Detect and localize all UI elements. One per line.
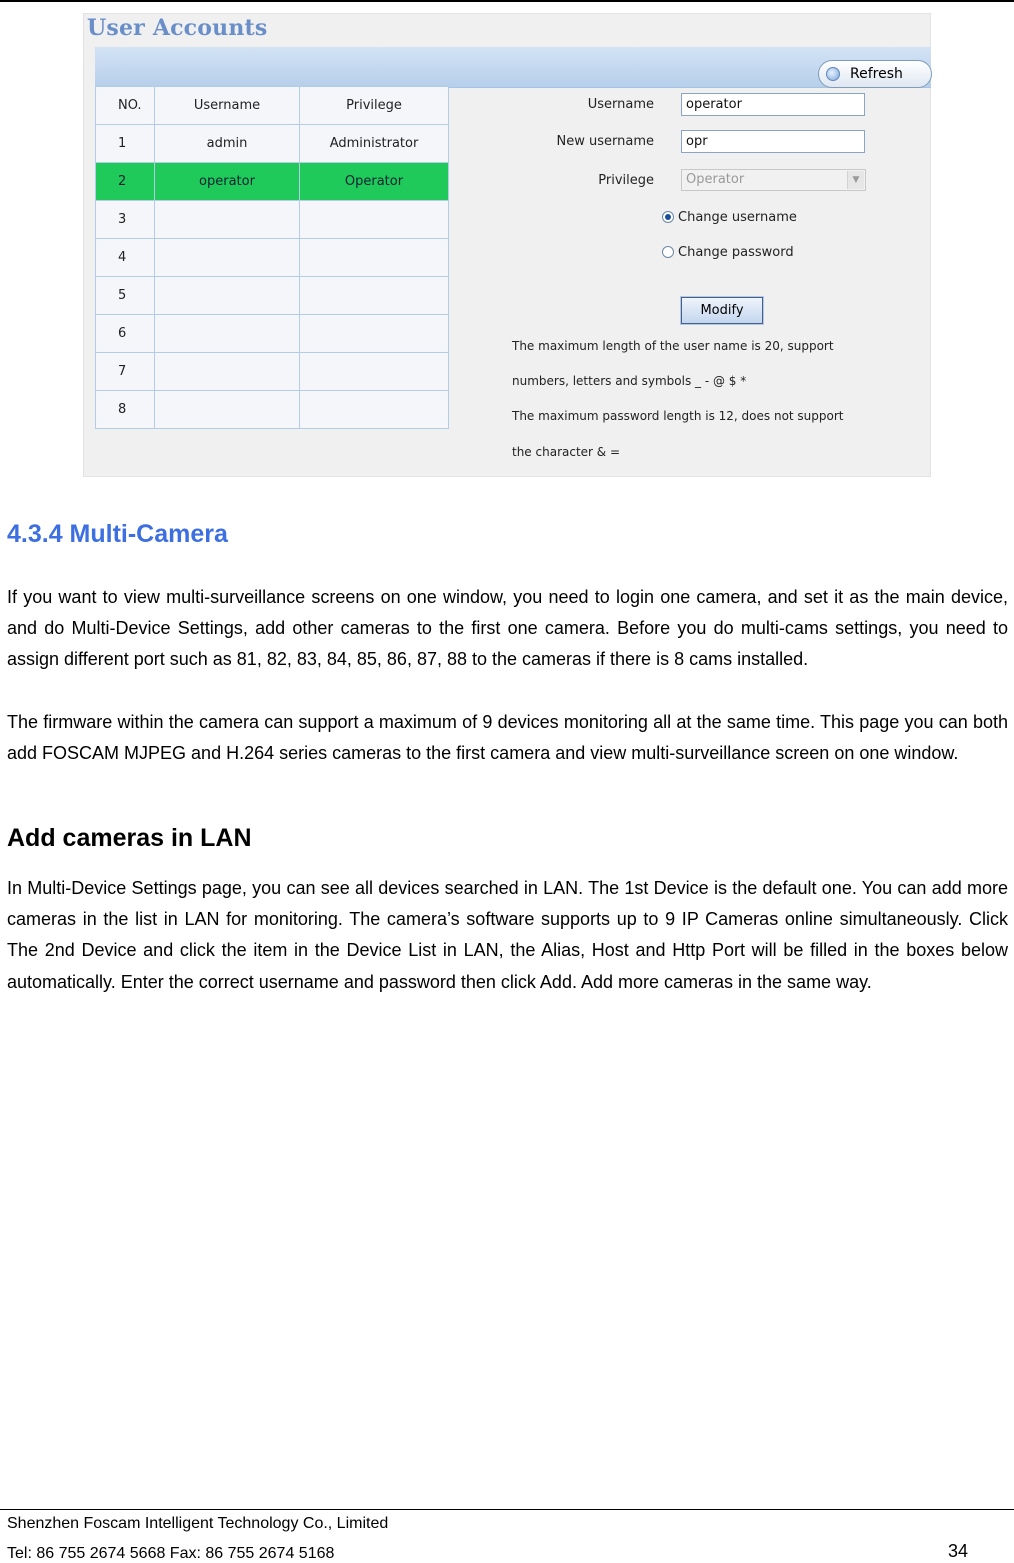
row-username bbox=[155, 315, 300, 353]
note-line: the character & = bbox=[512, 445, 621, 459]
panel-title: User Accounts bbox=[87, 15, 268, 41]
header-username: Username bbox=[155, 87, 300, 125]
new-username-label: New username bbox=[556, 134, 654, 149]
table-row[interactable] bbox=[96, 353, 449, 391]
row-no: 4 bbox=[96, 239, 155, 277]
paragraph: In Multi-Device Settings page, you can see all devices searched in LAN. The 1st Device is the default one. You can add more cameras in the list in LAN for monitoring. The camera’s software supports up to 9 IP Cameras online simultaneously. Click The 2nd Device and click the item in the Device List in LAN, the Alias, Host and Http Port will be filled in the boxes below automatically. Enter the correct username and password then click Add. Add more cameras in the same way. bbox=[7, 878, 1008, 992]
refresh-icon bbox=[826, 67, 840, 81]
top-rule bbox=[0, 0, 1014, 2]
table-row[interactable] bbox=[96, 201, 449, 239]
new-username-field[interactable]: opr bbox=[681, 130, 865, 153]
modify-button[interactable]: Modify bbox=[681, 297, 763, 324]
row-username bbox=[155, 353, 300, 391]
row-no: 7 bbox=[96, 353, 155, 391]
footer-company: Shenzhen Foscam Intelligent Technology Co., Limited bbox=[7, 1515, 389, 1532]
row-no: 3 bbox=[96, 201, 155, 239]
change-username-label: Change username bbox=[678, 210, 797, 225]
row-username bbox=[155, 201, 300, 239]
privilege-label: Privilege bbox=[598, 173, 654, 188]
row-username bbox=[155, 239, 300, 277]
table-row[interactable] bbox=[96, 277, 449, 315]
users-table bbox=[95, 86, 449, 429]
table-row[interactable] bbox=[96, 239, 449, 277]
paragraph: If you want to view multi-surveillance screens on one window, you need to login one camera, and set it as the main device, and do Multi-Device Settings, add other cameras to the first one camera. Before you do multi-cams settings, you need to assign different port such as 81, 82, 83, 84, 85, 86, 87, 88 to the cameras if there is 8 cams installed. bbox=[7, 587, 1008, 670]
user-accounts-screenshot bbox=[83, 13, 931, 477]
page-number: 34 bbox=[948, 1541, 969, 1561]
username-field[interactable]: operator bbox=[681, 93, 865, 116]
row-no: 1 bbox=[96, 125, 155, 163]
row-privilege bbox=[300, 353, 449, 391]
toolbar bbox=[95, 47, 931, 88]
row-no: 6 bbox=[96, 315, 155, 353]
row-username: admin bbox=[155, 125, 300, 163]
row-username bbox=[155, 391, 300, 429]
note-line: numbers, letters and symbols _ - @ $ * bbox=[512, 374, 747, 388]
header-no: NO. bbox=[96, 87, 155, 125]
refresh-label: Refresh bbox=[850, 66, 903, 82]
row-username bbox=[155, 277, 300, 315]
note-line: The maximum length of the user name is 20, support bbox=[512, 339, 834, 353]
paragraph: The firmware within the camera can support a maximum of 9 devices monitoring all at the same time. This page you can both add FOSCAM MJPEG and H.264 series cameras to the first camera and view multi-surveillance screen on one window. bbox=[7, 712, 1008, 764]
row-privilege bbox=[300, 201, 449, 239]
change-password-label: Change password bbox=[678, 245, 794, 260]
privilege-select-value: Operator bbox=[686, 172, 745, 187]
subheading: Add cameras in LAN bbox=[7, 824, 252, 852]
header-privilege: Privilege bbox=[300, 87, 449, 125]
row-username: operator bbox=[155, 163, 300, 201]
table-row[interactable] bbox=[96, 315, 449, 353]
change-password-radio[interactable] bbox=[662, 245, 794, 260]
radio-unselected-icon bbox=[662, 246, 674, 258]
row-no: 8 bbox=[96, 391, 155, 429]
table-row-selected[interactable] bbox=[96, 163, 449, 201]
table-row[interactable] bbox=[96, 125, 449, 163]
row-privilege bbox=[300, 391, 449, 429]
row-privilege bbox=[300, 277, 449, 315]
row-no: 2 bbox=[96, 163, 155, 201]
table-header-row bbox=[96, 87, 449, 125]
privilege-select[interactable] bbox=[681, 169, 866, 191]
table-row[interactable] bbox=[96, 391, 449, 429]
section-heading: 4.3.4 Multi-Camera bbox=[7, 520, 228, 548]
change-username-radio[interactable] bbox=[662, 210, 797, 225]
note-line: The maximum password length is 12, does not support bbox=[512, 409, 844, 423]
row-privilege bbox=[300, 315, 449, 353]
row-privilege: Operator bbox=[300, 163, 449, 201]
username-label: Username bbox=[587, 97, 654, 112]
row-no: 5 bbox=[96, 277, 155, 315]
row-privilege bbox=[300, 239, 449, 277]
footer-rule bbox=[0, 1509, 1014, 1510]
radio-selected-icon bbox=[662, 211, 674, 223]
chevron-down-icon: ▼ bbox=[847, 171, 864, 189]
refresh-button[interactable] bbox=[818, 60, 932, 88]
footer-contact: Tel: 86 755 2674 5668 Fax: 86 755 2674 5168 bbox=[7, 1545, 335, 1562]
row-privilege: Administrator bbox=[300, 125, 449, 163]
